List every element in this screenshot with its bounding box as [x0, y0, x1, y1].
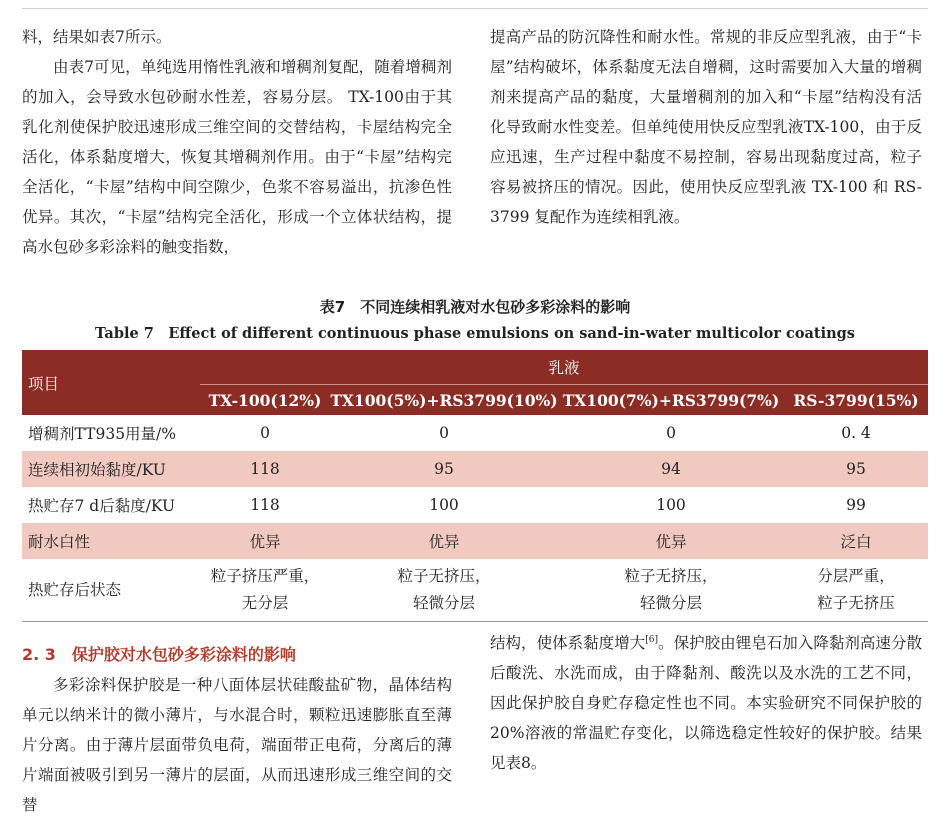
- row-label: 连续相初始黏度/KU: [22, 451, 200, 487]
- cell-line: 粒子无挤压: [817, 594, 895, 612]
- row-label: 热贮存后状态: [22, 559, 200, 622]
- right-column-bottom: [490, 628, 922, 778]
- table-cell: 95: [784, 451, 928, 487]
- cell-line: 粒子无挤压，: [397, 567, 491, 585]
- citation-ref: [6]: [645, 634, 659, 645]
- header-group: 乳液: [200, 350, 928, 385]
- table-cell: 泛白: [784, 523, 928, 559]
- paragraph: 料，结果如表7所示。: [22, 28, 172, 46]
- top-rule: [22, 8, 928, 9]
- cell-line: 粒子挤压严重，: [210, 567, 320, 585]
- cell-line: 无分层: [241, 594, 289, 612]
- table-cell: 优异: [200, 523, 330, 559]
- paragraph: [490, 628, 922, 778]
- cell-line: 分层严重，: [817, 567, 895, 585]
- table-cell: 优异: [558, 523, 784, 559]
- table-cell: 95: [330, 451, 558, 487]
- results-table: [22, 350, 928, 622]
- table-cell: 优异: [330, 523, 558, 559]
- paragraph-text: 。保护胶由锂皂石加入降黏剂高速分散后酸洗、水洗而成，由于降黏剂、酸洗以及水洗的工艺不同，因此保护胶自身贮存稳定性也不同。本实验研究不同保护胶的20%溶液的常温贮存变化，以筛选稳定性较好的保护胶。结果见表8。: [490, 634, 922, 772]
- table-cell: 0: [260, 424, 270, 442]
- cell-line: 轻微分层: [639, 594, 702, 612]
- left-column-bottom: [22, 640, 452, 820]
- table-cell: 100: [656, 496, 686, 514]
- row-label: 耐水白性: [22, 523, 200, 559]
- column-header: TX100(7%)+RS3799(7%): [558, 385, 784, 416]
- table-cell: [558, 559, 784, 622]
- paragraph: 提高产品的防沉降性和耐水性。常规的非反应型乳液，由于“卡屋”结构破坏，体系黏度无法自增稠，这时需要加入大量的增稠剂来提高产品的黏度，大量增稠剂的加入和“卡屋”结构没有活化导致耐水性变差。但单纯使用快反应型乳液TX-100，由于反应迅速，生产过程中黏度不易控制，容易出现黏度过高，粒子容易被挤压的情况。因此，使用快反应型乳液 TX-100 和 RS-3799 复配作为连续相乳液。: [490, 28, 922, 226]
- table-cell: 100: [429, 496, 459, 514]
- column-header: RS-3799(15%): [784, 385, 928, 416]
- cell-line: 粒子无挤压，: [624, 567, 718, 585]
- table-cell: 94: [558, 451, 784, 487]
- table-cell: [330, 559, 558, 622]
- table-cell: 0: [666, 424, 676, 442]
- column-header: TX100(5%)+RS3799(10%): [330, 385, 558, 416]
- table-cell: 118: [200, 451, 330, 487]
- table-cell: 0: [439, 424, 449, 442]
- table-row: [22, 559, 928, 622]
- cell-line: 轻微分层: [412, 594, 475, 612]
- paragraph: 多彩涂料保护胶是一种八面体层状硅酸盐矿物，晶体结构单元以纳米计的微小薄片，与水混合时，颗粒迅速膨胀直至薄片分离。由于薄片层面带负电荷，端面带正电荷，分离后的薄片端面被吸引到另一薄片的层面，从而迅速形成三维空间的交替: [22, 676, 452, 814]
- left-column-top: [22, 22, 452, 262]
- paragraph: 由表7可见，单纯选用惰性乳液和增稠剂复配，随着增稠剂的加入，会导致水包砂耐水性差，容易分层。 TX-100由于其乳化剂使保护胶迅速形成三维空间的交替结构，卡屋结构完全活化，体系黏度增大，恢复其增稠剂作用。由于“卡屋”结构完全活化，“卡屋”结构中间空隙少，色浆不容易溢出，抗渗色性优异。其次，“卡屋”结构完全活化，形成一个立体状结构，提高水包砂多彩涂料的触变指数，: [22, 58, 452, 256]
- table-cell: 0. 4: [841, 424, 871, 442]
- table-row: [22, 487, 928, 523]
- table-row: [22, 451, 928, 487]
- right-column-top: [490, 22, 922, 232]
- table-row: [22, 523, 928, 559]
- table-caption-cn: 表7 不同连续相乳液对水包砂多彩涂料的影响: [319, 298, 631, 316]
- table-cell: 118: [250, 496, 280, 514]
- row-label: 增稠剂TT935用量/%: [28, 425, 176, 443]
- table-cell: [200, 559, 330, 622]
- header-item: 项目: [22, 350, 200, 415]
- table-cell: 99: [846, 496, 866, 514]
- column-header: TX-100(12%): [200, 385, 330, 416]
- paragraph-text: 结构，使体系黏度增大: [490, 634, 646, 652]
- section-heading: 2. 3 保护胶对水包砂多彩涂料的影响: [22, 645, 296, 664]
- table-caption-en: Table 7 Effect of different continuous phase emulsions on sand-in-water multicolor coatings: [95, 325, 855, 342]
- table-cell: [784, 559, 928, 622]
- table-row: [22, 415, 928, 451]
- row-label: 热贮存7 d后黏度/KU: [28, 497, 176, 515]
